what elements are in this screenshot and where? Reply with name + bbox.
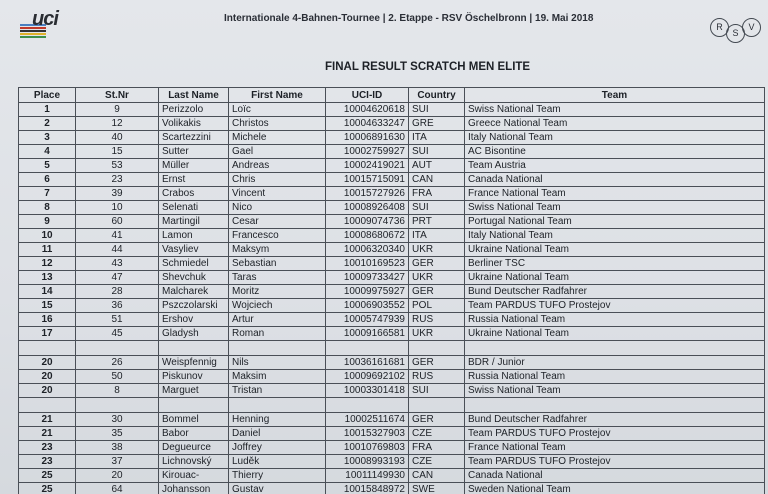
row-last-name: Shevchuk xyxy=(159,271,229,285)
row-country: POL xyxy=(409,299,465,313)
column-header-place: Place xyxy=(19,88,76,103)
row-place: 25 xyxy=(19,469,76,483)
row-start-number: 30 xyxy=(76,413,159,427)
row-last-name: Perizzolo xyxy=(159,103,229,117)
table-row xyxy=(19,455,765,469)
row-first-name: Francesco xyxy=(229,229,326,243)
row-team: Portugal National Team xyxy=(465,215,765,229)
rsv-letter-r: R xyxy=(710,18,729,37)
row-uci-id: 10008926408 xyxy=(326,201,409,215)
row-uci-id: 10015715091 xyxy=(326,173,409,187)
table-row xyxy=(19,427,765,441)
row-uci-id: 10002759927 xyxy=(326,145,409,159)
row-uci-id: 10008680672 xyxy=(326,229,409,243)
row-first-name: Chris xyxy=(229,173,326,187)
row-country: ITA xyxy=(409,131,465,145)
row-team: Ukraine National Team xyxy=(465,243,765,257)
row-first-name: Christos xyxy=(229,117,326,131)
row-last-name: Scartezzini xyxy=(159,131,229,145)
row-last-name: Kirouac- xyxy=(159,469,229,483)
row-country xyxy=(409,398,465,413)
row-country: SUI xyxy=(409,145,465,159)
row-place: 13 xyxy=(19,271,76,285)
row-start-number: 23 xyxy=(76,173,159,187)
row-last-name: Johansson xyxy=(159,483,229,494)
table-row xyxy=(19,229,765,243)
row-start-number: 35 xyxy=(76,427,159,441)
row-first-name: Tristan xyxy=(229,384,326,398)
row-first-name: Michele xyxy=(229,131,326,145)
uci-logo xyxy=(20,10,66,38)
row-uci-id: 10003301418 xyxy=(326,384,409,398)
row-country: ITA xyxy=(409,229,465,243)
table-row xyxy=(19,441,765,455)
row-uci-id: 10036161681 xyxy=(326,356,409,370)
table-row xyxy=(19,257,765,271)
row-uci-id: 10002419021 xyxy=(326,159,409,173)
row-start-number xyxy=(76,398,159,413)
table-row xyxy=(19,398,765,413)
row-last-name: Piskunov xyxy=(159,370,229,384)
row-country: CZE xyxy=(409,427,465,441)
row-team: Team PARDUS TUFO Prostejov xyxy=(465,455,765,469)
row-uci-id: 10004620618 xyxy=(326,103,409,117)
rsv-letter-s: S xyxy=(726,24,745,43)
rsv-logo xyxy=(710,16,764,42)
row-start-number: 10 xyxy=(76,201,159,215)
row-place: 2 xyxy=(19,117,76,131)
row-country: PRT xyxy=(409,215,465,229)
row-place: 23 xyxy=(19,455,76,469)
row-uci-id: 10015727926 xyxy=(326,187,409,201)
row-place: 10 xyxy=(19,229,76,243)
result-title: FINAL RESULT SCRATCH MEN ELITE xyxy=(325,61,531,73)
row-team: Team PARDUS TUFO Prostejov xyxy=(465,299,765,313)
row-uci-id: 10009166581 xyxy=(326,327,409,341)
event-title: Internationale 4-Bahnen-Tournee | 2. Etappe - RSV Öschelbronn | 19. Mai 2018 xyxy=(224,13,594,24)
row-last-name: Sutter xyxy=(159,145,229,159)
table-row xyxy=(19,285,765,299)
table-row xyxy=(19,159,765,173)
row-team: Team PARDUS TUFO Prostejov xyxy=(465,427,765,441)
row-first-name: Luděk xyxy=(229,455,326,469)
row-first-name xyxy=(229,398,326,413)
row-uci-id: 10011149930 xyxy=(326,469,409,483)
table-row xyxy=(19,145,765,159)
row-last-name: Gladysh xyxy=(159,327,229,341)
row-place: 21 xyxy=(19,427,76,441)
row-uci-id: 10009692102 xyxy=(326,370,409,384)
row-team: Greece National Team xyxy=(465,117,765,131)
row-country: AUT xyxy=(409,159,465,173)
row-country: CZE xyxy=(409,455,465,469)
row-country: FRA xyxy=(409,187,465,201)
table-row xyxy=(19,370,765,384)
row-start-number: 47 xyxy=(76,271,159,285)
row-place: 23 xyxy=(19,441,76,455)
row-country: GER xyxy=(409,356,465,370)
row-start-number: 60 xyxy=(76,215,159,229)
row-start-number: 9 xyxy=(76,103,159,117)
row-team: Italy National Team xyxy=(465,131,765,145)
row-country: GER xyxy=(409,285,465,299)
row-place: 9 xyxy=(19,215,76,229)
row-first-name: Gael xyxy=(229,145,326,159)
row-last-name: Lichnovský xyxy=(159,455,229,469)
row-uci-id: 10006891630 xyxy=(326,131,409,145)
row-first-name: Joffrey xyxy=(229,441,326,455)
table-row xyxy=(19,187,765,201)
row-start-number: 44 xyxy=(76,243,159,257)
row-country: SWE xyxy=(409,483,465,494)
column-header-last-name: Last Name xyxy=(159,88,229,103)
column-header-team: Team xyxy=(465,88,765,103)
row-start-number: 20 xyxy=(76,469,159,483)
row-last-name: Ershov xyxy=(159,313,229,327)
row-first-name: Sebastian xyxy=(229,257,326,271)
row-uci-id: 10002511674 xyxy=(326,413,409,427)
row-team: Russia National Team xyxy=(465,313,765,327)
row-place: 15 xyxy=(19,299,76,313)
row-team xyxy=(465,398,765,413)
row-start-number: 50 xyxy=(76,370,159,384)
row-uci-id: 10015327903 xyxy=(326,427,409,441)
row-place: 20 xyxy=(19,370,76,384)
row-team xyxy=(465,341,765,356)
row-uci-id xyxy=(326,398,409,413)
row-first-name: Gustav xyxy=(229,483,326,494)
row-start-number: 41 xyxy=(76,229,159,243)
row-team: Ukraine National Team xyxy=(465,271,765,285)
row-uci-id: 10010169523 xyxy=(326,257,409,271)
row-first-name: Daniel xyxy=(229,427,326,441)
row-first-name: Maksym xyxy=(229,243,326,257)
row-first-name: Nico xyxy=(229,201,326,215)
column-header-first-name: First Name xyxy=(229,88,326,103)
row-country: GER xyxy=(409,413,465,427)
row-start-number: 15 xyxy=(76,145,159,159)
table-row xyxy=(19,131,765,145)
table-row xyxy=(19,384,765,398)
table-row xyxy=(19,341,765,356)
row-first-name: Artur xyxy=(229,313,326,327)
table-row xyxy=(19,215,765,229)
row-place: 25 xyxy=(19,483,76,494)
row-uci-id: 10006903552 xyxy=(326,299,409,313)
row-first-name: Moritz xyxy=(229,285,326,299)
row-first-name: Henning xyxy=(229,413,326,427)
row-start-number: 51 xyxy=(76,313,159,327)
row-team: Swiss National Team xyxy=(465,384,765,398)
row-last-name: Lamon xyxy=(159,229,229,243)
row-last-name: Marguet xyxy=(159,384,229,398)
row-team: Russia National Team xyxy=(465,370,765,384)
column-header-stnr: St.Nr xyxy=(76,88,159,103)
row-first-name: Andreas xyxy=(229,159,326,173)
table-row xyxy=(19,243,765,257)
row-uci-id: 10005747939 xyxy=(326,313,409,327)
row-start-number: 40 xyxy=(76,131,159,145)
row-uci-id: 10009074736 xyxy=(326,215,409,229)
row-first-name: Wojciech xyxy=(229,299,326,313)
row-first-name xyxy=(229,341,326,356)
row-last-name: Ernst xyxy=(159,173,229,187)
column-header-uci-id: UCI-ID xyxy=(326,88,409,103)
row-start-number: 45 xyxy=(76,327,159,341)
row-start-number: 37 xyxy=(76,455,159,469)
row-place: 16 xyxy=(19,313,76,327)
row-place: 5 xyxy=(19,159,76,173)
row-team: Canada National xyxy=(465,469,765,483)
row-last-name xyxy=(159,398,229,413)
row-place: 21 xyxy=(19,413,76,427)
row-first-name: Cesar xyxy=(229,215,326,229)
row-first-name: Taras xyxy=(229,271,326,285)
table-row xyxy=(19,117,765,131)
row-start-number: 64 xyxy=(76,483,159,494)
row-last-name: Vasyliev xyxy=(159,243,229,257)
row-start-number: 8 xyxy=(76,384,159,398)
table-header-row xyxy=(19,88,765,103)
row-start-number: 26 xyxy=(76,356,159,370)
row-last-name: Degueurce xyxy=(159,441,229,455)
row-country: RUS xyxy=(409,370,465,384)
row-first-name: Roman xyxy=(229,327,326,341)
row-last-name: Selenati xyxy=(159,201,229,215)
row-country: SUI xyxy=(409,201,465,215)
row-team: Swiss National Team xyxy=(465,201,765,215)
row-first-name: Thierry xyxy=(229,469,326,483)
row-last-name: Malcharek xyxy=(159,285,229,299)
row-uci-id: 10009733427 xyxy=(326,271,409,285)
row-country: FRA xyxy=(409,441,465,455)
row-uci-id: 10008993193 xyxy=(326,455,409,469)
row-place: 6 xyxy=(19,173,76,187)
row-team: Canada National xyxy=(465,173,765,187)
row-start-number: 38 xyxy=(76,441,159,455)
row-country: CAN xyxy=(409,469,465,483)
table-row xyxy=(19,201,765,215)
row-last-name: Pszczolarski xyxy=(159,299,229,313)
row-country: SUI xyxy=(409,103,465,117)
row-team: Berliner TSC xyxy=(465,257,765,271)
row-first-name: Vincent xyxy=(229,187,326,201)
row-start-number: 12 xyxy=(76,117,159,131)
table-row xyxy=(19,469,765,483)
row-first-name: Maksim xyxy=(229,370,326,384)
row-team: Sweden National Team xyxy=(465,483,765,494)
row-uci-id: 10010769803 xyxy=(326,441,409,455)
row-place: 14 xyxy=(19,285,76,299)
rsv-letter-v: V xyxy=(742,18,761,37)
results-table xyxy=(18,87,765,494)
row-place: 8 xyxy=(19,201,76,215)
table-row xyxy=(19,271,765,285)
row-uci-id: 10009975927 xyxy=(326,285,409,299)
row-place: 4 xyxy=(19,145,76,159)
row-country: GRE xyxy=(409,117,465,131)
row-uci-id: 10004633247 xyxy=(326,117,409,131)
row-place: 17 xyxy=(19,327,76,341)
table-row xyxy=(19,483,765,494)
row-country: UKR xyxy=(409,243,465,257)
table-row xyxy=(19,356,765,370)
row-team: Swiss National Team xyxy=(465,103,765,117)
row-last-name xyxy=(159,341,229,356)
row-team: BDR / Junior xyxy=(465,356,765,370)
row-team: Team Austria xyxy=(465,159,765,173)
row-country: CAN xyxy=(409,173,465,187)
row-country: UKR xyxy=(409,271,465,285)
row-last-name: Martingil xyxy=(159,215,229,229)
row-start-number: 53 xyxy=(76,159,159,173)
row-place: 20 xyxy=(19,384,76,398)
row-team: Italy National Team xyxy=(465,229,765,243)
row-start-number: 43 xyxy=(76,257,159,271)
table-row xyxy=(19,299,765,313)
uci-logo-text: uci xyxy=(32,8,58,30)
row-uci-id: 10015848972 xyxy=(326,483,409,494)
row-place: 7 xyxy=(19,187,76,201)
row-place xyxy=(19,398,76,413)
row-start-number: 28 xyxy=(76,285,159,299)
row-place xyxy=(19,341,76,356)
row-place: 12 xyxy=(19,257,76,271)
table-row xyxy=(19,327,765,341)
row-country: GER xyxy=(409,257,465,271)
row-team: France National Team xyxy=(465,187,765,201)
table-row xyxy=(19,413,765,427)
row-last-name: Crabos xyxy=(159,187,229,201)
column-header-country: Country xyxy=(409,88,465,103)
row-first-name: Loïc xyxy=(229,103,326,117)
row-last-name: Weispfennig xyxy=(159,356,229,370)
row-country xyxy=(409,341,465,356)
row-start-number: 39 xyxy=(76,187,159,201)
table-row xyxy=(19,313,765,327)
row-uci-id xyxy=(326,341,409,356)
row-place: 20 xyxy=(19,356,76,370)
row-country: UKR xyxy=(409,327,465,341)
row-last-name: Schmiedel xyxy=(159,257,229,271)
table-row xyxy=(19,173,765,187)
row-start-number: 36 xyxy=(76,299,159,313)
row-team: France National Team xyxy=(465,441,765,455)
row-last-name: Müller xyxy=(159,159,229,173)
row-team: Bund Deutscher Radfahrer xyxy=(465,413,765,427)
row-place: 1 xyxy=(19,103,76,117)
row-start-number xyxy=(76,341,159,356)
row-place: 11 xyxy=(19,243,76,257)
table-row xyxy=(19,103,765,117)
row-uci-id: 10006320340 xyxy=(326,243,409,257)
results-body xyxy=(19,103,765,494)
row-last-name: Bommel xyxy=(159,413,229,427)
row-last-name: Volikakis xyxy=(159,117,229,131)
row-first-name: Nils xyxy=(229,356,326,370)
row-place: 3 xyxy=(19,131,76,145)
row-team: Ukraine National Team xyxy=(465,327,765,341)
row-last-name: Babor xyxy=(159,427,229,441)
row-country: SUI xyxy=(409,384,465,398)
row-team: AC Bisontine xyxy=(465,145,765,159)
row-country: RUS xyxy=(409,313,465,327)
row-team: Bund Deutscher Radfahrer xyxy=(465,285,765,299)
